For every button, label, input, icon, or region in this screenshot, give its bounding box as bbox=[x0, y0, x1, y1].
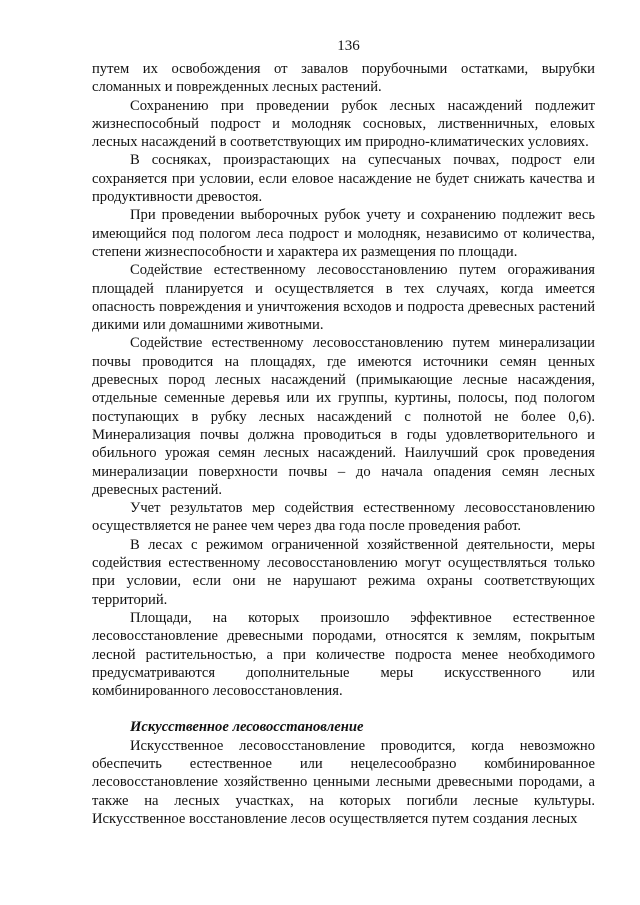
paragraph: Искусственное лесовосстановление проводится, когда невозможно обеспечить естественное или нецелесообразно комбинированное лесовосстановление хозяйственно ценными лесными древесными породами, а также на лесных участках, на которых погибли лесные культуры. Искусственное восстановление лесов осуществляется путем создания лесных bbox=[92, 737, 595, 827]
paragraph: В лесах с режимом ограниченной хозяйственной деятельности, меры содействия естественному лесовосстановлению могут осуществляться только при условии, если они не нарушают режима охраны соответствующих территорий. bbox=[92, 536, 595, 608]
paragraph: Сохранению при проведении рубок лесных насаждений подлежит жизнеспособный подрост и молодняк сосновых, лиственничных, еловых лесных насаждений в соответствующих им природно-климатических условиях. bbox=[92, 97, 595, 151]
paragraph: При проведении выборочных рубок учету и сохранению подлежит весь имеющийся под пологом леса подрост и молодняк, независимо от количества, степени жизнеспособности и характера их размещения по площади. bbox=[92, 207, 595, 260]
paragraph: путем их освобождения от завалов порубочными остатками, вырубки сломанных и поврежденных лесных растений. bbox=[92, 61, 595, 96]
body-text-before bbox=[92, 60, 595, 700]
paragraph: Содействие естественному лесовосстановлению путем огораживания площадей планируется и осуществляется в тех случаях, когда имеется опасность повреждения и уничтожения всходов и подроста древесных растений дикими или домашними животными. bbox=[92, 262, 595, 334]
paragraph: Содействие естественному лесовосстановлению путем минерализации почвы проводится на площадях, где имеются источники семян ценных древесных пород лесных насаждений (примыкающие лесные насаждения, отдельные семенные деревья или их группы, куртины, полосы, под пологом поступающих в рубку лесных насаждений с полнотой не более 0,6). Минерализация почвы должна проводиться в годы удовлетворительного и обильного урожая семян лесных насаждений. Наилучший срок проведения минерализации поверхности почвы – до начала опадения семян лесных древесных растений. bbox=[92, 335, 595, 498]
body-text-after bbox=[92, 737, 595, 828]
section-spacer bbox=[92, 700, 595, 718]
section-heading: Искусственное лесовосстановление bbox=[130, 719, 364, 736]
paragraph: Площади, на которых произошло эффективное естественное лесовосстановление древесными породами, относятся к землям, покрытым лесной растительностью, а при количестве подроста менее необходимого предусматриваются дополнительные меры искусственного или комбинированного лесовосстановления. bbox=[92, 609, 595, 700]
document-page bbox=[92, 36, 595, 828]
paragraph: Учет результатов мер содействия естественному лесовосстановлению осуществляется не ранее чем через два года после проведения работ. bbox=[92, 500, 595, 535]
paragraph: В сосняках, произрастающих на супесчаных почвах, подрост ели сохраняется при условии, если еловое насаждение не будет снижать качества и продуктивности древостоя. bbox=[92, 152, 595, 206]
page-number: 136 bbox=[337, 38, 360, 54]
